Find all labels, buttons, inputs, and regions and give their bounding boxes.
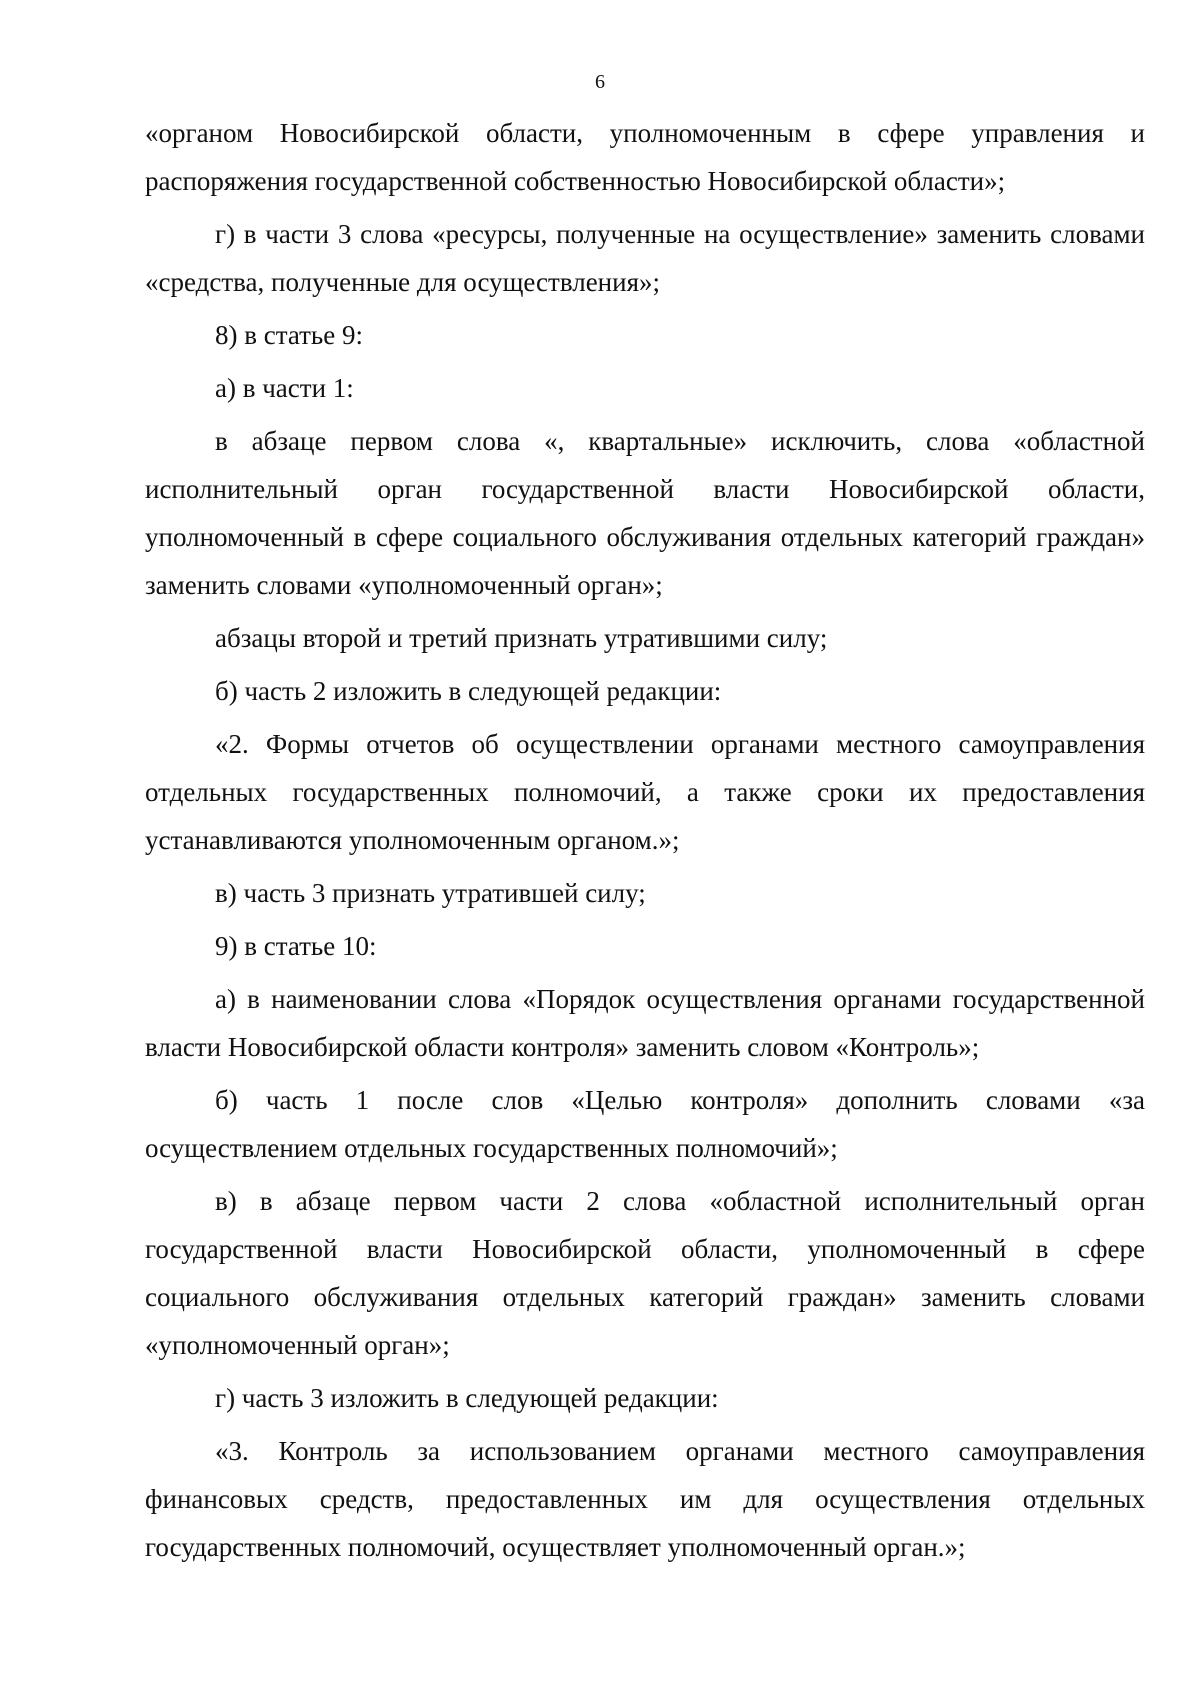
paragraph: а) в наименовании слова «Порядок осуществления органами государственной власти Новосибирской области контроля» заменить словом «Контроль»; (145, 984, 1145, 1062)
paragraph: г) часть 3 изложить в следующей редакции: (215, 1383, 719, 1413)
paragraph: 9) в статье 10: (215, 931, 377, 961)
page-number: 6 (595, 71, 605, 93)
paragraph: абзацы второй и третий признать утратившими силу; (215, 623, 828, 653)
paragraph: в) часть 3 признать утратившей силу; (215, 878, 646, 908)
paragraph: а) в части 1: (215, 373, 354, 403)
paragraph: г) в части 3 слова «ресурсы, полученные на осуществление» заменить словами «средства, полученные для осуществления»; (145, 219, 1145, 297)
paragraph: в) в абзаце первом части 2 слова «областной исполнительный орган государственной власти Новосибирской области, уполномоченный в сфере социального обслуживания отдельных категорий граждан» заменить словами «уполномоченный орган»; (145, 1186, 1145, 1360)
paragraph: б) часть 2 изложить в следующей редакции: (215, 676, 722, 706)
paragraph: «3. Контроль за использованием органами местного самоуправления финансовых средств, предоставленных им для осуществления отдельных государственных полномочий, осуществляет уполномоченный орган.»; (145, 1436, 1145, 1562)
paragraph: б) часть 1 после слов «Целью контроля» дополнить словами «за осуществлением отдельных государственных полномочий»; (145, 1085, 1145, 1163)
document-body (145, 109, 1145, 1576)
paragraph: 8) в статье 9: (215, 320, 363, 350)
paragraph: в абзаце первом слова «, квартальные» исключить, слова «областной исполнительный орган государственной власти Новосибирской области, уполномоченный в сфере социального обслуживания отдельных категорий граждан» заменить словами «уполномоченный орган»; (145, 426, 1145, 600)
paragraph: «2. Формы отчетов об осуществлении органами местного самоуправления отдельных государственных полномочий, а также сроки их предоставления устанавливаются уполномоченным органом.»; (145, 729, 1145, 855)
paragraph: «органом Новосибирской области, уполномоченным в сфере управления и распоряжения государственной собственностью Новосибирской области»; (145, 118, 1145, 196)
